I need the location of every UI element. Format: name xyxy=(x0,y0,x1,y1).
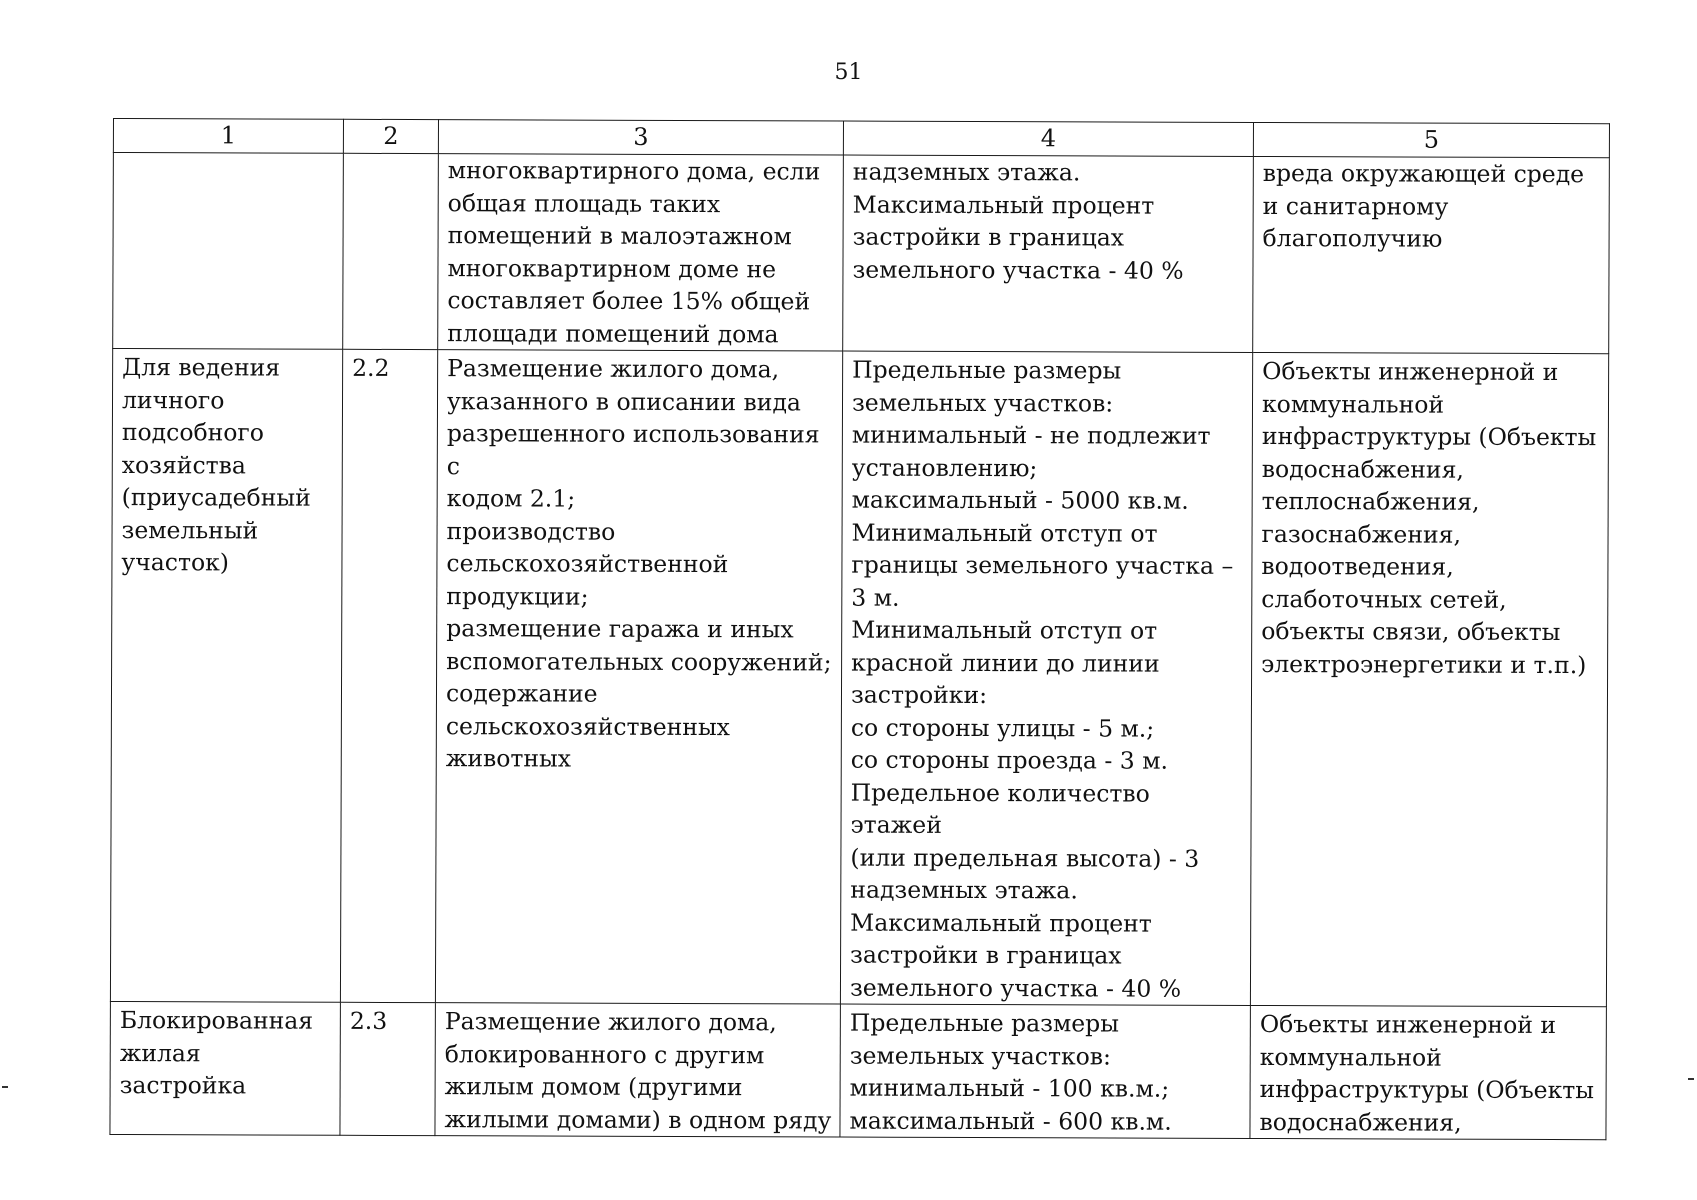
cell-text: Объекты инженерной и коммунальной инфраструктуры (Объекты водоснабжения, xyxy=(1259,1010,1595,1137)
cell-text xyxy=(123,153,335,154)
cell-text: Размещение жилого дома, указанного в описании вида разрешенного использования с кодом 2.1; производство сельскохозяйственной продукции; размещение гаража и иных вспомогательных сооружений; содержание сельскохозяйственных животных xyxy=(445,354,832,773)
scan-artifact-left xyxy=(2,1086,8,1088)
cell-text: многоквартирного дома, если общая площадь таких помещений в малоэтажном многоквартирном доме не составляет более 15% общей площади помещений дома xyxy=(447,156,821,348)
code-cell xyxy=(340,349,437,1002)
page-number: 51 xyxy=(834,60,863,85)
cell-text: 2.2 xyxy=(352,353,390,382)
table-row xyxy=(110,1001,1606,1139)
column-header: 1 xyxy=(113,119,343,154)
cell-text: Блокированная жилая застройка xyxy=(119,1006,314,1100)
zoning-table xyxy=(109,118,1610,1140)
header-row xyxy=(113,119,1609,158)
cell-text: надземных этажа. Максимальный процент застройки в границах земельного участка - 40 % xyxy=(852,157,1184,285)
land-use-name-cell xyxy=(110,349,342,1003)
table-row xyxy=(110,349,1608,1007)
code-cell xyxy=(340,1002,435,1135)
auxiliary-uses-cell xyxy=(1250,1005,1606,1139)
auxiliary-uses-cell xyxy=(1250,352,1608,1006)
column-header: 5 xyxy=(1253,122,1609,157)
scan-artifact-right xyxy=(1688,1078,1694,1080)
cell-text: Размещение жилого дома, блокированного с другим жилым домом (другими жилыми домами) в одном ряду xyxy=(444,1007,832,1135)
column-header: 2 xyxy=(343,119,438,153)
description-cell xyxy=(435,1003,840,1137)
column-header: 3 xyxy=(438,120,843,155)
cell-text: Предельные размеры земельных участков: минимальный - не подлежит установлению; максимальный - 5000 кв.м. Минимальный отступ от границы земельного участка – 3 м. Минимальный отступ от красной линии до линии застройки: со стороны улицы - 5 м.; со стороны проезда - 3 м. Предельное количество этажей (или предельная высота) - 3 надземных этажа. Максимальный процент застройки в границах земельного участка - 40 % xyxy=(849,355,1234,1003)
cell-text: Объекты инженерной и коммунальной инфраструктуры (Объекты водоснабжения, теплоснабжения, газоснабжения, водоотведения, слаботочных сетей, объекты связи, объекты электроэнергетики и т.п.) xyxy=(1261,357,1597,679)
auxiliary-uses-cell xyxy=(1253,156,1610,353)
land-use-name-cell xyxy=(110,1001,340,1135)
land-use-name-cell xyxy=(113,153,344,350)
cell-text: Для ведения личного подсобного хозяйства (приусадебный земельный участок) xyxy=(121,353,311,577)
table-row xyxy=(113,153,1610,354)
cell-text: 2.3 xyxy=(349,1006,388,1035)
description-cell xyxy=(435,350,842,1004)
description-cell xyxy=(438,154,844,351)
cell-text: Предельные размеры земельных участков: минимальный - 100 кв.м.; максимальный - 600 кв.м. xyxy=(849,1008,1172,1136)
parameters-cell xyxy=(840,351,1252,1005)
code-cell xyxy=(343,153,439,349)
column-header: 4 xyxy=(843,121,1253,156)
parameters-cell xyxy=(840,1004,1250,1138)
parameters-cell xyxy=(843,155,1254,352)
cell-text: вреда окружающей среде и санитарному благополучию xyxy=(1262,159,1585,253)
